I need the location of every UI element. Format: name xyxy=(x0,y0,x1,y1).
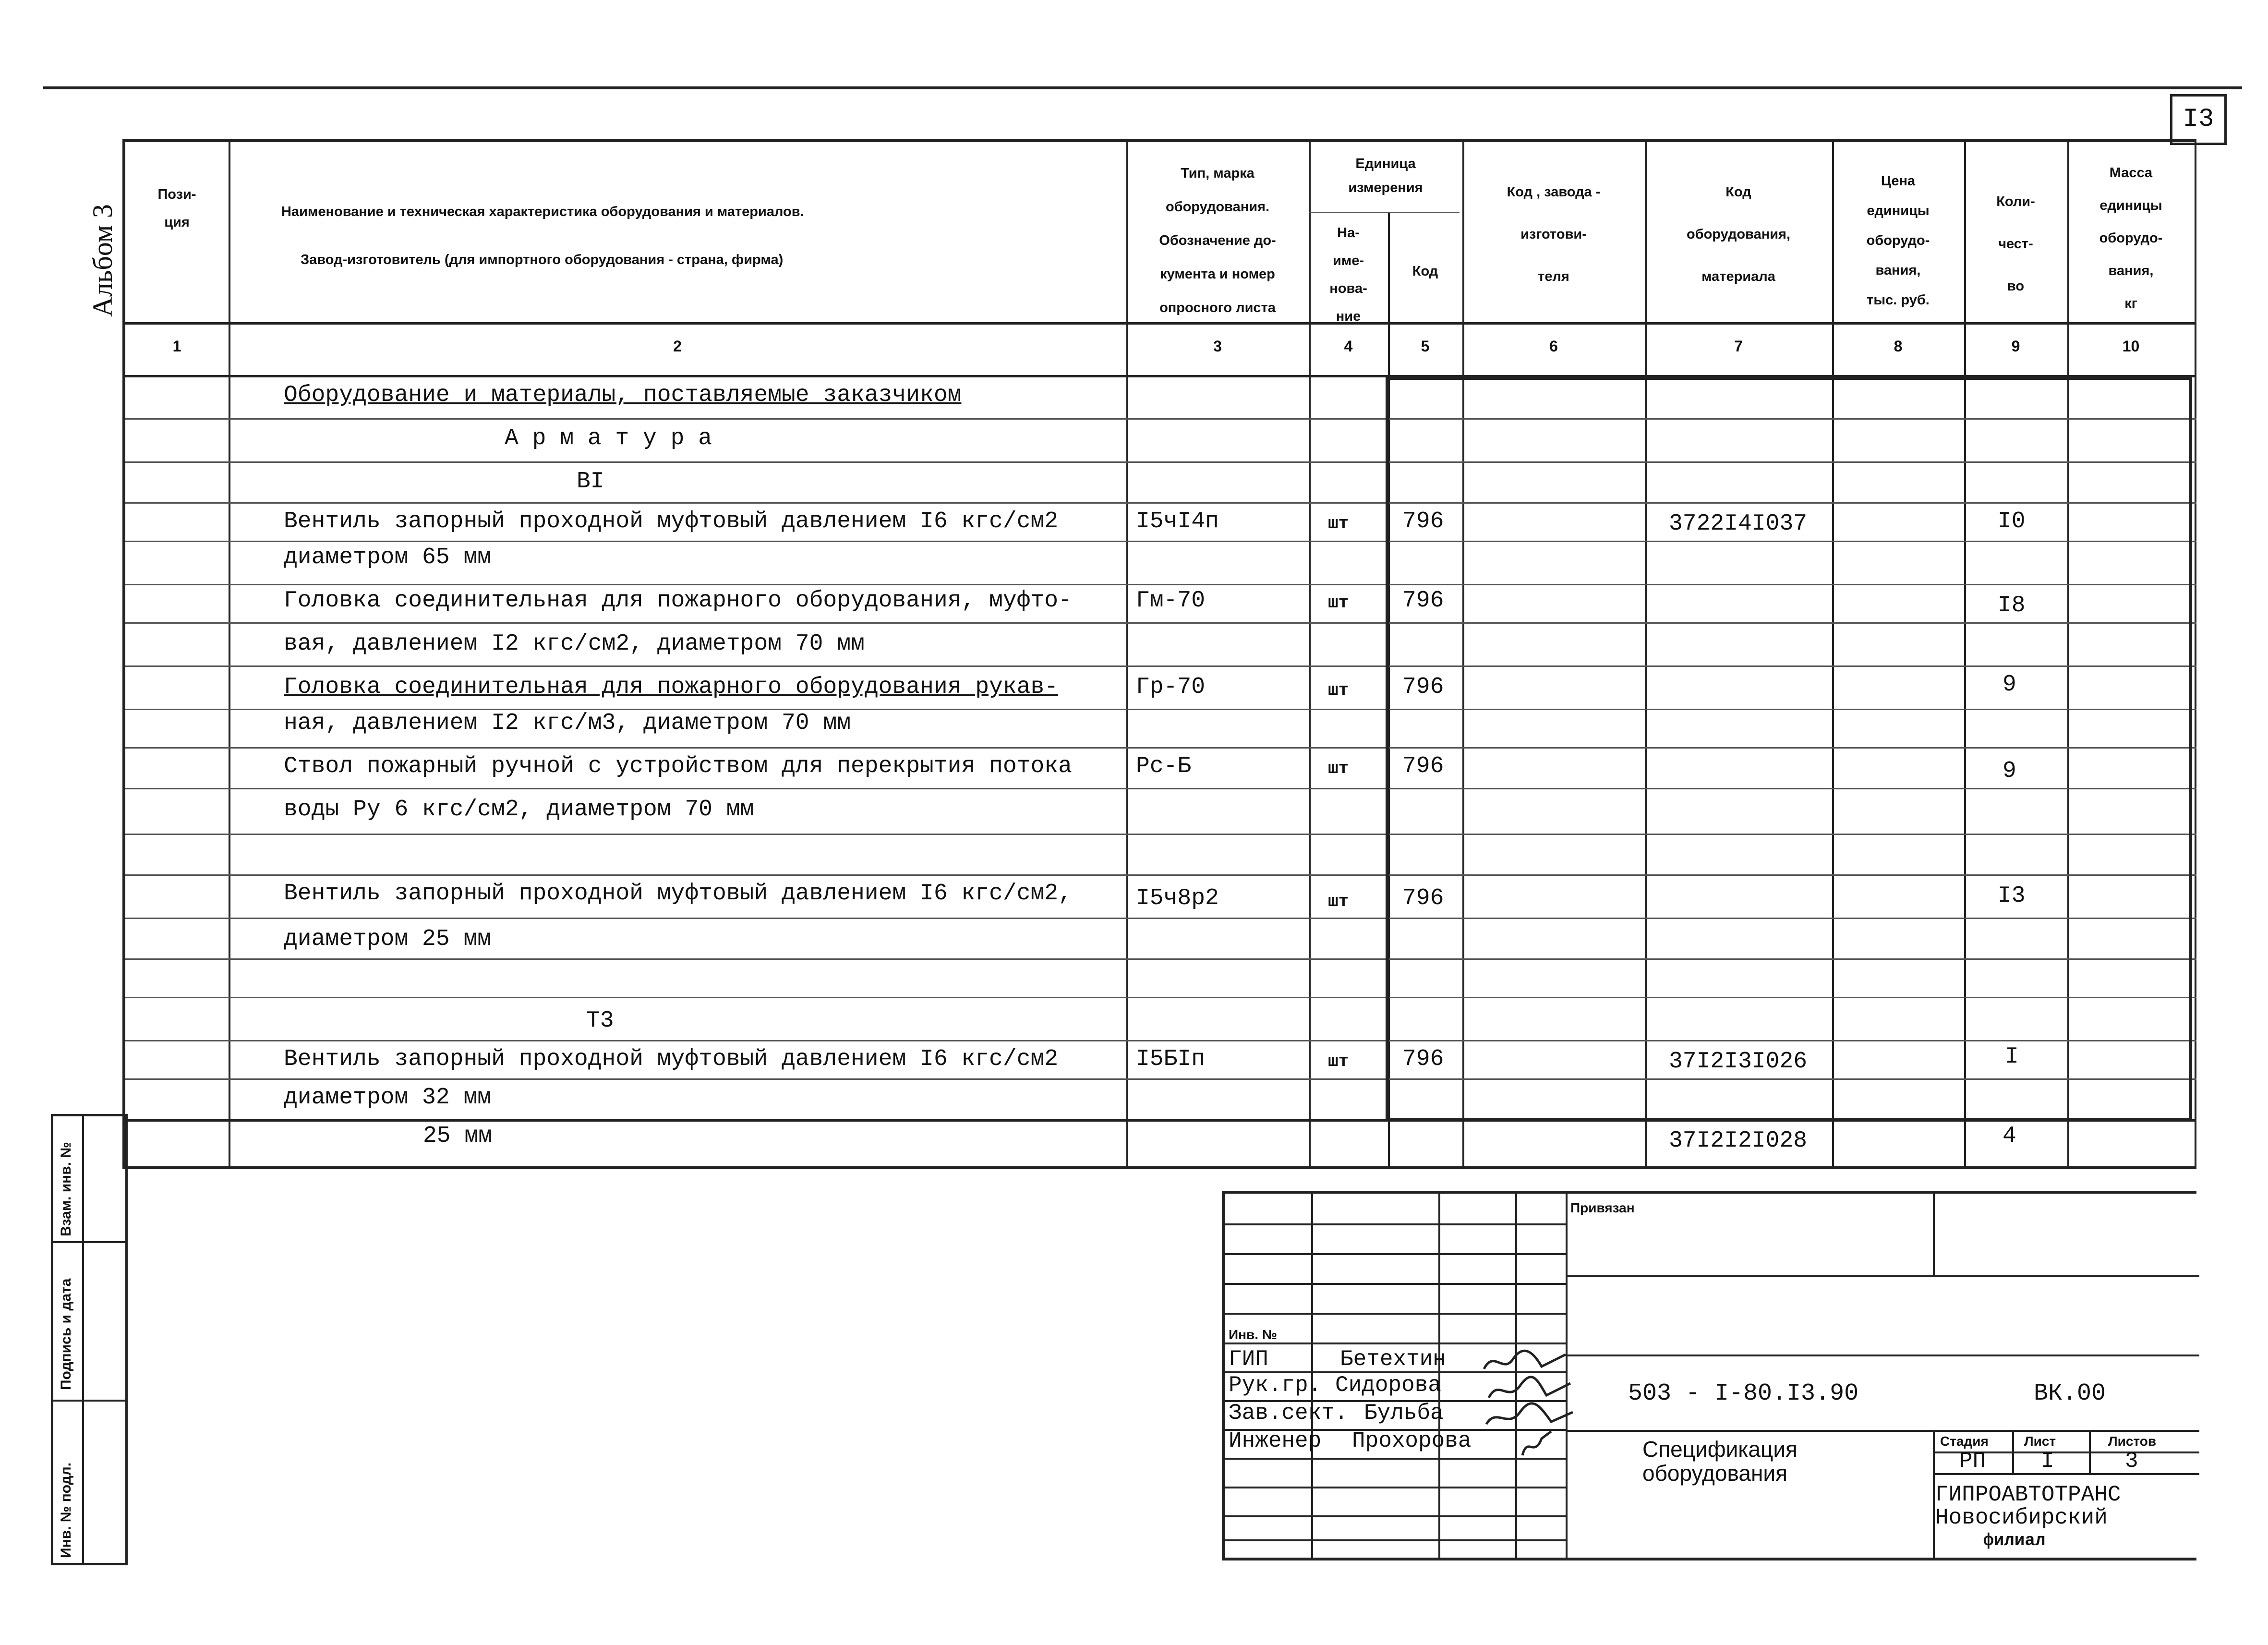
header-name: Наименование и техническая характеристика оборудования и материалов. Завод-изготовитель (для импортного оборудования - страна, фирма) xyxy=(281,204,804,267)
row2-quantity: I8 xyxy=(1998,593,2026,618)
tb-stage: РП xyxy=(1959,1449,1986,1474)
table-close-line xyxy=(122,1167,2196,1169)
tb-name-4: Прохорова xyxy=(1352,1428,1472,1453)
row6-equipment-code: 37I2I3I026 xyxy=(1669,1049,1808,1075)
subgroup-t3: Т3 xyxy=(586,1008,614,1034)
album-label xyxy=(72,144,118,317)
col-number-5: 5 xyxy=(1421,338,1430,355)
col-number-1: 1 xyxy=(172,338,181,355)
header-equipment-code: Код оборудования, материала xyxy=(1686,184,1791,284)
header-position: Пози- ция xyxy=(157,187,196,230)
tb-sheets: 3 xyxy=(2125,1449,2138,1474)
highlight-frame xyxy=(1386,376,2192,1122)
header-type: Тип, марка оборудования. Обозначение до- кумента и номер опросного листа xyxy=(1159,166,1276,315)
row3-type: Гр-70 xyxy=(1136,674,1206,700)
row3-quantity: 9 xyxy=(2003,672,2016,698)
row4-quantity: 9 xyxy=(2003,758,2016,784)
row6-name-line2: диаметром 32 мм xyxy=(284,1085,492,1111)
col-number-3: 3 xyxy=(1213,338,1222,355)
tb-title-2: оборудования xyxy=(1642,1461,1787,1486)
tb-col-line xyxy=(1933,1194,1935,1275)
row6-name-line1: Вентиль запорный проходной муфтовый давлением I6 кгс/см2 xyxy=(284,1046,1059,1072)
row3-name-line2: ная, давлением I2 кгс/м3, диаметром 70 мм xyxy=(284,710,851,736)
col-number-4: 4 xyxy=(1344,338,1353,355)
row3-unit: шт xyxy=(1328,680,1349,700)
col-number-8: 8 xyxy=(1894,338,1903,355)
tb-sheet: I xyxy=(2041,1449,2054,1474)
row2-name-line2: вая, давлением I2 кгс/см2, диаметром 70 мм xyxy=(284,631,865,657)
side-stamp-divider xyxy=(53,1400,125,1402)
tb-title-1: Спецификация xyxy=(1642,1437,1798,1462)
col-line xyxy=(229,142,230,1166)
row7-equipment-code: 37I2I2I028 xyxy=(1669,1128,1808,1154)
unit-header-divider xyxy=(1309,212,1460,213)
row6-unit: шт xyxy=(1328,1052,1349,1071)
tb-role-ruk: Рук.гр. xyxy=(1229,1373,1322,1398)
row2-type: Гм-70 xyxy=(1136,588,1206,614)
row2-unit: шт xyxy=(1328,593,1349,613)
tb-sheet-label: Лист xyxy=(2024,1434,2056,1449)
tb-org-3: филиал xyxy=(1983,1531,2046,1550)
col-number-9: 9 xyxy=(2011,338,2020,355)
header-quantity: Коли- чест- во xyxy=(1996,194,2035,294)
side-stamp-vzam-inv: Взам. инв. № xyxy=(58,1142,74,1236)
tb-col-line xyxy=(2089,1430,2091,1473)
row3-unit-code: 796 xyxy=(1402,674,1444,700)
row1-name-line1: Вентиль запорный проходной муфтовый давлением I6 кгс/см2 xyxy=(284,508,1059,534)
tb-row-line xyxy=(1566,1355,2199,1356)
section-title: Оборудование и материалы, поставляемые заказчиком xyxy=(284,382,962,408)
row1-type: I5чI4п xyxy=(1136,508,1219,534)
tb-row-line xyxy=(1225,1253,1566,1255)
header-unit: Единица измерения xyxy=(1348,156,1423,195)
tb-col-line xyxy=(2012,1430,2014,1473)
tb-row-line xyxy=(1225,1283,1566,1285)
side-stamp-inv-podl: Инв. № подл. xyxy=(58,1462,74,1558)
row4-type: Рс-Б xyxy=(1136,753,1192,779)
tb-row-line xyxy=(1225,1515,1566,1517)
tb-privyazan: Привязан xyxy=(1570,1200,1635,1215)
row4-unit-code: 796 xyxy=(1402,753,1444,779)
row5-quantity: I3 xyxy=(1998,883,2026,909)
header-unit-code: Код xyxy=(1412,264,1438,279)
side-stamp xyxy=(51,1114,128,1565)
group-title: А р м а т у р а xyxy=(505,425,712,451)
col-number-6: 6 xyxy=(1549,338,1558,355)
sheet-number: I3 xyxy=(2170,94,2227,145)
side-stamp-signature-date: Подпись и дата xyxy=(58,1278,74,1390)
row5-type: I5ч8р2 xyxy=(1136,885,1219,911)
row5-name-line2: диаметром 25 мм xyxy=(284,926,492,952)
tb-sheets-label: Листов xyxy=(2108,1434,2157,1449)
col-number-2: 2 xyxy=(673,338,682,355)
row7-quantity: 4 xyxy=(2003,1123,2016,1149)
header-price: Цена единицы оборудо- вания, тыс. руб. xyxy=(1866,173,1930,308)
tb-name-1: Бетехтин xyxy=(1340,1347,1446,1372)
tb-col-line xyxy=(1933,1430,1935,1558)
row1-quantity: I0 xyxy=(1998,508,2026,534)
tb-row-line xyxy=(1225,1539,1566,1541)
tb-role-zav: Зав.сект. xyxy=(1229,1401,1348,1426)
row3-name-line1: Головка соединительная для пожарного оборудования рукав- xyxy=(284,674,1059,700)
top-border-line xyxy=(43,86,2242,89)
tb-mark: ВК.00 xyxy=(2034,1380,2106,1407)
title-block xyxy=(1222,1191,2196,1560)
tb-name-3: Бульба xyxy=(1364,1401,1444,1426)
row6-type: I5БIп xyxy=(1136,1046,1206,1072)
tb-role-gip: ГИП xyxy=(1229,1347,1268,1372)
row1-unit: шт xyxy=(1328,514,1349,533)
col-number-10: 10 xyxy=(2122,338,2140,355)
row2-name-line1: Головка соединительная для пожарного оборудования, муфто- xyxy=(284,588,1072,614)
specification-table xyxy=(122,139,2196,1169)
tb-stage-label: Стадия xyxy=(1940,1434,1989,1449)
side-stamp-divider xyxy=(53,1241,125,1243)
row6-quantity: I xyxy=(2005,1044,2019,1070)
tb-org-1: ГИПРОАВТОТРАНС xyxy=(1935,1482,2121,1507)
row4-name-line2: воды Ру 6 кгс/см2, диаметром 70 мм xyxy=(284,797,754,822)
tb-row-line xyxy=(1225,1487,1566,1488)
col-number-7: 7 xyxy=(1734,338,1743,355)
header-manufacturer-code: Код , завода - изготови- теля xyxy=(1507,184,1601,284)
row2-unit-code: 796 xyxy=(1402,588,1444,614)
tb-row-line xyxy=(1566,1430,2199,1432)
tb-name-2: Сидорова xyxy=(1335,1373,1441,1398)
col-line xyxy=(2195,142,2196,1166)
tb-role-ing: Инженер xyxy=(1229,1428,1322,1453)
tb-row-line xyxy=(1225,1343,1566,1344)
tb-org-2: Новосибирский xyxy=(1935,1505,2108,1530)
tb-inv: Инв. № xyxy=(1229,1327,1278,1342)
tb-row-line xyxy=(1225,1223,1566,1225)
signatures-drawing xyxy=(1474,1345,1580,1460)
row4-name-line1: Ствол пожарный ручной с устройством для перекрытия потока xyxy=(284,753,1072,779)
row6-unit-code: 796 xyxy=(1402,1046,1444,1072)
row1-unit-code: 796 xyxy=(1402,508,1444,534)
row5-name-line1: Вентиль запорный проходной муфтовый давлением I6 кгс/см2, xyxy=(284,881,1072,907)
row5-unit-code: 796 xyxy=(1402,885,1444,911)
row1-name-line2: диаметром 65 мм xyxy=(284,544,492,570)
row5-unit: шт xyxy=(1328,892,1349,911)
tb-row-line xyxy=(1566,1275,2199,1277)
tb-row-line xyxy=(1225,1313,1566,1315)
row1-equipment-code: 3722I4I037 xyxy=(1669,511,1808,537)
row7-name: 25 мм xyxy=(423,1123,493,1149)
tb-doc-code: 503 - I-80.I3.90 xyxy=(1628,1380,1859,1407)
row4-unit: шт xyxy=(1328,759,1349,778)
header-unit-name: На- име- нова- ние xyxy=(1329,225,1367,324)
subgroup-b1: BI xyxy=(577,469,604,495)
header-mass: Масса единицы оборудо- вания, кг xyxy=(2099,165,2163,311)
album-text: Альбом 3 xyxy=(87,204,118,317)
